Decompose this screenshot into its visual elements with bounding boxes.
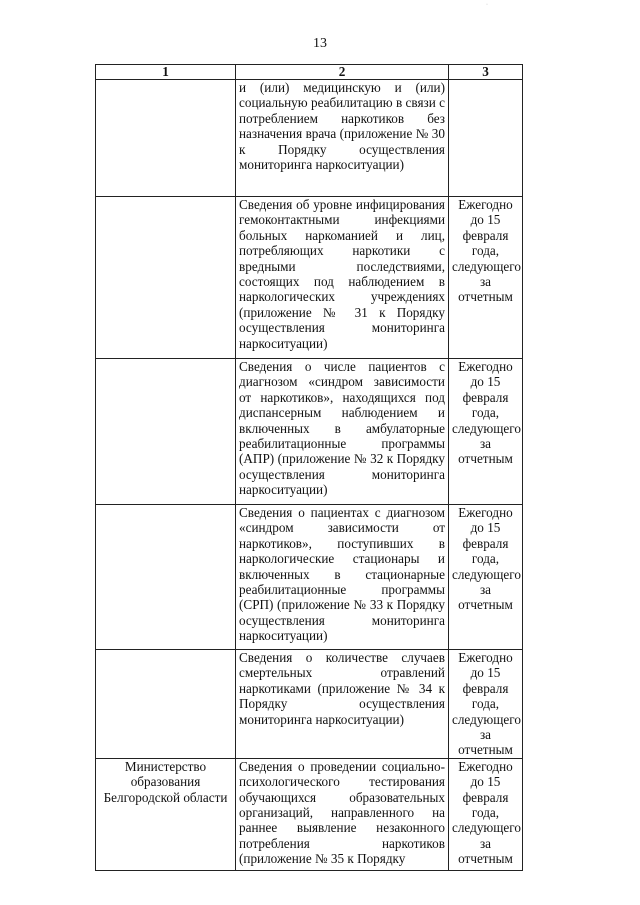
deadline-cell: Ежегодно до 15 февраля года, следующего за отчетным [449,758,523,870]
table-header-row [96,65,523,80]
org-cell [96,80,236,197]
header-col-2: 2 [236,65,449,80]
description-cell: Сведения о пациентах с диагнозом «синдром зависимости от наркотиков», поступивших в наркологические стационары и включенных в стационарные реабилитационные программы (СРП) (приложение № 33 к Порядку осуществления мониторинга наркоситуации) [236,505,449,650]
org-cell: Министерство образования Белгородской области [96,758,236,870]
deadline-cell: Ежегодно до 15 февраля года, следующего за отчетным [449,359,523,505]
scan-mark: · [486,2,488,8]
org-cell [96,359,236,505]
deadline-cell: Ежегодно до 15 февраля года, следующего за отчетным [449,505,523,650]
deadline-cell: Ежегодно до 15 февраля года, следующего за отчетным [449,197,523,359]
table-row [96,80,523,197]
description-cell: Сведения об уровне инфицирования гемоконтактными инфекциями больных наркоманией и лиц, потребляющих наркотики с вредными последствиями, состоящих под наблюдением в наркологических учреждениях (приложение № 31 к Порядку осуществления мониторинга наркоситуации) [236,197,449,359]
header-col-3: 3 [449,65,523,80]
table-row [96,359,523,505]
deadline-cell [449,80,523,197]
org-cell [96,650,236,759]
table-row [96,197,523,359]
page-number: 13 [313,36,327,51]
description-cell: Сведения о проведении социально-психологического тестирования обучающихся образовательных организаций, направленного на раннее выявление незаконного потребления наркотиков (приложение № 35 к Порядку [236,758,449,870]
deadline-cell: Ежегодно до 15 февраля года, следующего за отчетным [449,650,523,759]
monitoring-table [95,64,523,871]
description-cell: Сведения о количестве случаев смертельных отравлений наркотиками (приложение № 34 к Порядку осуществления мониторинга наркоситуации) [236,650,449,759]
header-col-1: 1 [96,65,236,80]
org-cell [96,197,236,359]
table-row [96,758,523,870]
org-cell [96,505,236,650]
table-row [96,650,523,759]
description-cell: Сведения о числе пациентов с диагнозом «синдром зависимости от наркотиков», находящихся под диспансерным наблюдением и включенных в амбулаторные реабилитационные программы (АПР) (приложение № 32 к Порядку осуществления мониторинга наркоситуации) [236,359,449,505]
description-cell: и (или) медицинскую и (или) социальную реабилитацию в связи с потреблением наркотиков без назначения врача (приложение № 30 к Порядку осуществления мониторинга наркоситуации) [236,80,449,197]
table-row [96,505,523,650]
